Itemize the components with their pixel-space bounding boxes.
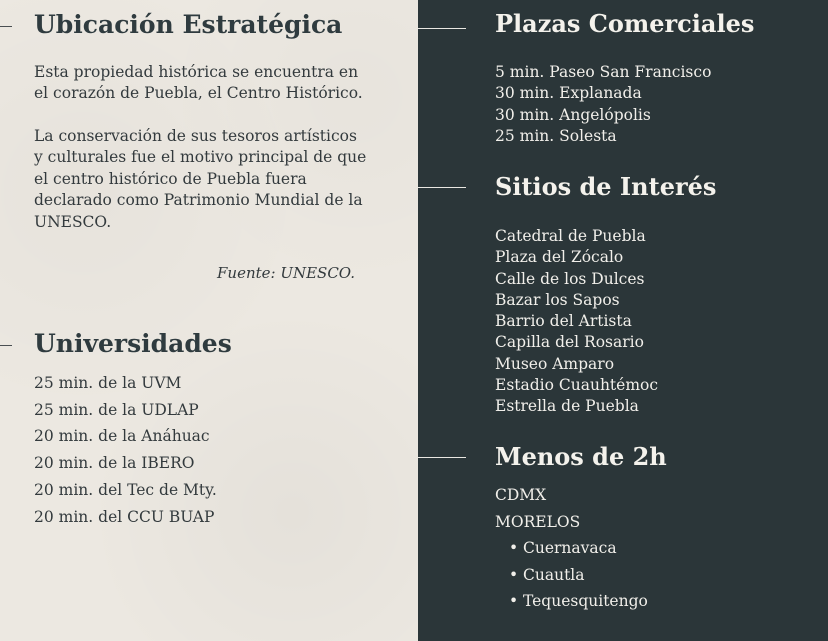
bullet-icon: • (509, 565, 519, 584)
list-item: Catedral de Puebla (495, 227, 646, 245)
section-marker-plazas (418, 28, 466, 29)
list-item: 20 min. de la IBERO (34, 454, 195, 473)
list-item: MORELOS (495, 512, 581, 531)
bullet-icon: • (509, 539, 519, 557)
universidades-list (34, 370, 217, 530)
list-item: 30 min. Explanada (495, 84, 642, 103)
list-item: Estrella de Puebla (495, 397, 639, 416)
list-item: Bazar los Sapos (495, 290, 620, 309)
list-subitem (495, 562, 648, 589)
menos-list (495, 482, 648, 615)
ubicacion-source: Fuente: UNESCO. (217, 264, 355, 282)
list-item: 25 min. Solesta (495, 126, 617, 145)
bullet-icon: • (509, 592, 519, 610)
list-item: Capilla del Rosario (495, 333, 644, 352)
list-subitem (495, 588, 648, 615)
list-item: Plaza del Zócalo (495, 248, 624, 267)
list-item: Barrio del Artista (495, 312, 632, 331)
list-item: CDMX (495, 486, 547, 504)
list-item: 20 min. del CCU BUAP (34, 507, 215, 526)
section-marker-menos (418, 457, 466, 458)
subitem-label: Tequesquitengo (523, 592, 648, 610)
list-item: 5 min. Paseo San Francisco (495, 63, 712, 81)
list-item: 25 min. de la UVM (34, 374, 182, 392)
list-item: 20 min. del Tec de Mty. (34, 480, 217, 499)
list-item: 20 min. de la Anáhuac (34, 427, 210, 446)
section-marker-universidades (0, 345, 12, 346)
list-item: Estadio Cuauhtémoc (495, 376, 659, 395)
list-item: 25 min. de la UDLAP (34, 400, 199, 419)
ubicacion-paragraph-1: Esta propiedad histórica se encuentra en el corazón de Puebla, el Centro Histórico. (34, 63, 363, 103)
right-panel (418, 0, 828, 641)
section-marker-ubicacion (0, 26, 12, 27)
subitem-label: Cuautla (523, 565, 585, 584)
menos-title: Menos de 2h (495, 442, 667, 471)
sitios-title: Sitios de Interés (495, 172, 717, 201)
list-item: Museo Amparo (495, 354, 615, 373)
section-marker-sitios (418, 187, 466, 188)
ubicacion-paragraph-2: La conservación de sus tesoros artísticos y culturales fue el motivo principal de que el centro histórico de Puebla fuera declarado como Patrimonio Mundial de la UNESCO. (34, 127, 367, 231)
list-subitem (495, 535, 648, 562)
universidades-title: Universidades (34, 329, 232, 358)
list-item: Calle de los Dulces (495, 269, 645, 288)
subitem-label: Cuernavaca (523, 539, 617, 557)
sitios-list (495, 226, 658, 418)
plazas-list (495, 62, 711, 147)
ubicacion-title: Ubicación Estratégica (34, 10, 343, 39)
list-item: 30 min. Angelópolis (495, 105, 651, 124)
plazas-title: Plazas Comerciales (495, 9, 755, 38)
